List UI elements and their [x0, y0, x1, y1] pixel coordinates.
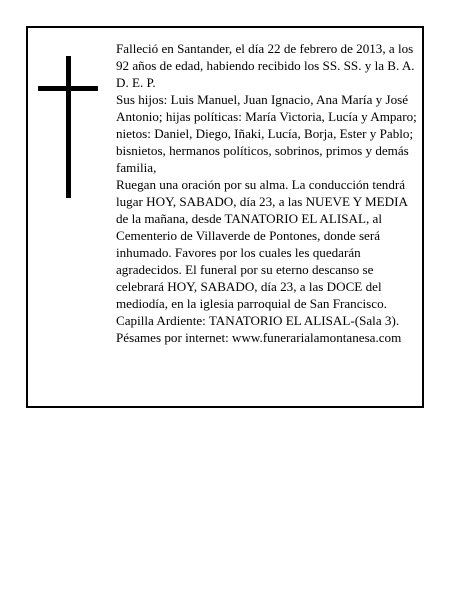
family-list: Sus hijos: Luis Manuel, Juan Ignacio, Ana María y José Antonio; hijas políticas: María Victoria, Lucía y Amparo; nietos: Daniel, Diego, Iñaki, Lucía, Borja, Ester y Pablo; bisnietos, hermanos políticos, sobrinos, primos y demás familia,	[116, 92, 417, 175]
cross-icon	[38, 56, 98, 198]
obituary-notice	[26, 26, 424, 408]
funeral-details: Ruegan una oración por su alma. La conducción tendrá lugar HOY, SABADO, día 23, a las NUEVE Y MEDIA de la mañana, desde TANATORIO EL ALISAL, al Cementerio de Villaverde de Pontones, donde será inhumado. Favores por los cuales les quedarán agradecidos. El funeral por su eterno descanso se celebrará HOY, SABADO, día 23, a las DOCE del mediodía, en la iglesia parroquial de San Francisco.	[116, 177, 408, 311]
cross-horizontal-bar	[38, 86, 98, 91]
condolences-web: Pésames por internet: www.funerarialamontanesa.com	[116, 330, 402, 345]
chapel-info: Capilla Ardiente: TANATORIO EL ALISAL-(Sala 3).	[116, 313, 400, 328]
death-announcement: Falleció en Santander, el día 22 de febrero de 2013, a los 92 años de edad, habiendo recibido los SS. SS. y la B. A.	[116, 41, 415, 73]
cross-vertical-bar	[66, 56, 71, 198]
rest-in-peace: D. E. P.	[116, 75, 156, 90]
notice-body	[116, 40, 420, 346]
